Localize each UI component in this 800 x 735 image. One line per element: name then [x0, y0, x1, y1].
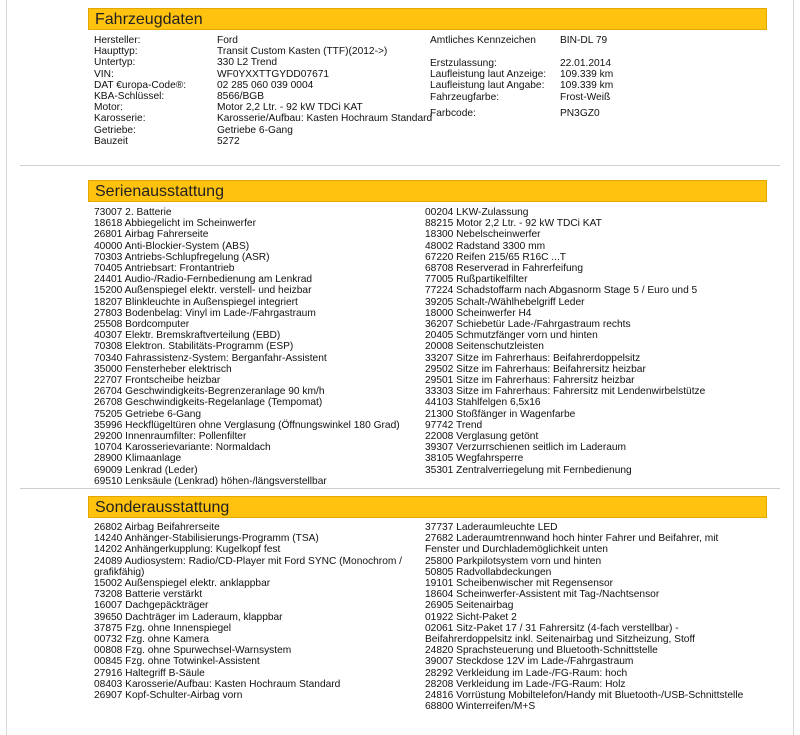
equipment-item: 29200 Innenraumfilter: Pollenfilter [94, 431, 247, 443]
equipment-item: 01922 Sicht-Paket 2 [425, 611, 517, 623]
vehicle-data-right-values [560, 58, 613, 103]
equipment-item: 39007 Steckdose 12V im Lade-/Fahrgastraum [425, 656, 634, 668]
kennzeichen-value: BIN-DL 79 [560, 35, 608, 46]
equipment-item: 28292 Verkleidung im Lade-/FG-Raum: hoch [425, 667, 628, 679]
equipment-item: 18207 Blinkleuchte in Außenspiegel integriert [94, 296, 298, 308]
field-value: 02 285 060 039 0004 [217, 79, 314, 91]
equipment-item: 24820 Sprachsteuerung und Bluetooth-Schnittstelle [425, 645, 658, 657]
equipment-item: 28208 Verkleidung im Lade-/FG-Raum: Holz [425, 678, 626, 690]
equipment-item: 27916 Haltegriff B-Säule [94, 667, 205, 679]
equipment-item: 19101 Scheibenwischer mit Regensensor [425, 578, 614, 590]
equipment-item: 15200 Außenspiegel elektr. verstell- und heizbar [94, 285, 312, 297]
equipment-item: 48002 Radstand 3300 mm [425, 240, 546, 252]
field-value: Ford [217, 35, 238, 46]
field-value: WF0YXXTTGYDD07671 [217, 68, 330, 80]
standard-equipment-left [94, 207, 419, 487]
equipment-item: 24089 Audiosystem: Radio/CD-Player mit Ford SYNC (Monochrom / grafikfähig) [94, 555, 403, 578]
field-value: Frost-Weiß [560, 91, 611, 103]
farbcode-value: PN3GZ0 [560, 108, 600, 119]
equipment-item: 36207 Schiebetür Lade-/Fahrgastraum rechts [425, 319, 631, 331]
equipment-item: 26704 Geschwindigkeits-Begrenzeranlage 90 km/h [94, 386, 325, 398]
equipment-item: 68708 Reserverad in Fahrerfeifung [425, 263, 584, 275]
equipment-item: 22707 Frontscheibe heizbar [94, 375, 221, 387]
equipment-item: 35301 Zentralverriegelung mit Fernbedienung [425, 464, 632, 476]
equipment-item: 27682 Laderaumtrennwand hoch hinter Fahrer und Beifahrer, mit Fenster und Durchlademöglichkeit unten [425, 533, 719, 556]
field-value: 109.339 km [560, 80, 614, 92]
equipment-item: 02061 Sitz-Paket 17 / 31 Fahrersitz (4-fach verstellbar) - Beifahrerdoppelsitz inkl. Seitenairbag und Sitzheizung, Stoff [425, 622, 695, 646]
equipment-item: 40307 Elektr. Bremskraftverteilung (EBD) [94, 330, 281, 342]
equipment-item: 08403 Karosserie/Aufbau: Kasten Hochraum Standard [94, 678, 341, 690]
field-value: Transit Custom Kasten (TTF)(2012->) [217, 46, 388, 58]
divider [20, 165, 780, 166]
field-label: Motor: [94, 102, 123, 114]
equipment-item: 67220 Reifen 215/65 R16C ...T [425, 251, 567, 263]
equipment-item: 25508 Bordcomputer [94, 319, 190, 331]
equipment-item: 14202 Anhängerkupplung: Kugelkopf fest [94, 544, 281, 556]
equipment-item: 44103 Stahlfelgen 6,5x16 [425, 397, 541, 409]
vehicle-data-values [217, 35, 432, 147]
equipment-item: 25800 Parkpilotsystem vorn und hinten [425, 555, 602, 567]
equipment-item: 26905 Seitenairbag [425, 600, 514, 612]
equipment-item: 70303 Antriebs-Schlupfregelung (ASR) [94, 251, 270, 263]
field-label: Hersteller: [94, 35, 141, 46]
equipment-item: 35996 Heckflügeltüren ohne Verglasung (Öffnungswinkel 180 Grad) [94, 419, 400, 431]
equipment-item: 00732 Fzg. ohne Kamera [94, 634, 209, 646]
equipment-item: 73007 2. Batterie [94, 207, 172, 218]
equipment-item: 18300 Nebelscheinwerfer [425, 229, 541, 241]
equipment-item: 69009 Lenkrad (Leder) [94, 464, 198, 476]
field-label: Untertyp: [94, 57, 136, 69]
equipment-item: 00845 Fzg. ohne Totwinkel-Assistent [94, 656, 260, 668]
field-label: Karosserie: [94, 113, 146, 125]
standard-equipment-right [425, 207, 765, 476]
field-value: Karosserie/Aufbau: Kasten Hochraum Standard [217, 113, 433, 125]
equipment-item: 33207 Sitze im Fahrerhaus: Beifahrerdoppelsitz [425, 352, 641, 364]
section-title: Sonderausstattung [95, 499, 230, 516]
field-value: Getriebe 6-Gang [217, 124, 293, 136]
equipment-item: 97742 Trend [425, 419, 483, 431]
equipment-item: 37875 Fzg. ohne Innenspiegel [94, 622, 232, 634]
field-label: Erstzulassung: [430, 58, 497, 69]
equipment-item: 28900 Klimaanlage [94, 453, 182, 465]
field-label: Haupttyp: [94, 46, 138, 58]
equipment-item: 75205 Getriebe 6-Gang [94, 408, 202, 420]
section-header-fahrzeugdaten [88, 8, 767, 30]
field-label: Laufleistung laut Angabe: [430, 80, 545, 92]
equipment-item: 18604 Scheinwerfer-Assistent mit Tag-/Nachtsensor [425, 589, 660, 601]
equipment-item: 50805 Radvollabdeckungen [425, 566, 552, 578]
equipment-item: 16007 Dachgepäckträger [94, 600, 209, 612]
field-value: Motor 2,2 Ltr. - 92 kW TDCi KAT [217, 102, 363, 114]
equipment-item: 77005 Rußpartikelfilter [425, 274, 528, 286]
farbcode-label: Farbcode: [430, 108, 476, 119]
field-label: KBA-Schlüssel: [94, 91, 165, 103]
equipment-item: 20008 Seitenschutzleisten [425, 341, 544, 353]
vehicle-data-labels [94, 35, 186, 147]
field-label: DAT €uropa-Code®: [94, 79, 187, 91]
equipment-item: 10704 Karosserievariante: Normaldach [94, 442, 271, 454]
equipment-item: 24401 Audio-/Radio-Fernbedienung am Lenkrad [94, 274, 313, 286]
equipment-item: 70340 Fahrassistenz-System: Berganfahr-Assistent [94, 352, 327, 364]
field-value: 5272 [217, 135, 240, 147]
equipment-item: 26907 Kopf-Schulter-Airbag vorn [94, 690, 243, 702]
field-label: VIN: [94, 68, 114, 80]
equipment-item: 70308 Elektron. Stabilitäts-Programm (ESP) [94, 341, 294, 353]
equipment-item: 18618 Abbiegelicht im Scheinwerfer [94, 218, 256, 230]
kennzeichen-label: Amtliches Kennzeichen [430, 35, 536, 46]
equipment-item: 39307 Verzurrschienen seitlich im Laderaum [425, 442, 627, 454]
field-label: Bauzeit [94, 135, 128, 147]
equipment-item: 39650 Dachträger im Laderaum, klappbar [94, 611, 283, 623]
equipment-item: 38105 Wegfahrsperre [425, 453, 524, 465]
equipment-item: 70405 Antriebsart: Frontantrieb [94, 263, 235, 275]
section-header-sonderausstattung [88, 496, 767, 518]
equipment-item: 20405 Schmutzfänger vorn und hinten [425, 330, 598, 342]
section-header-serienausstattung [88, 180, 767, 202]
section-title: Fahrzeugdaten [95, 11, 203, 28]
equipment-item: 21300 Stoßfänger in Wagenfarbe [425, 408, 576, 420]
equipment-item: 18000 Scheinwerfer H4 [425, 307, 532, 319]
section-title: Serienausstattung [95, 183, 224, 200]
equipment-item: 37737 Laderaumleuchte LED [425, 522, 558, 533]
equipment-item: 40000 Anti-Blockier-System (ABS) [94, 240, 250, 252]
equipment-item: 73208 Batterie verstärkt [94, 589, 203, 601]
equipment-item: 29502 Sitze im Fahrerhaus: Beifahrersitz heizbar [425, 363, 646, 375]
equipment-item: 22008 Verglasung getönt [425, 431, 539, 443]
equipment-item: 15002 Außenspiegel elektr. anklappbar [94, 578, 271, 590]
optional-equipment-left [94, 522, 412, 701]
equipment-item: 29501 Sitze im Fahrerhaus: Fahrersitz heizbar [425, 375, 635, 387]
equipment-item: 88215 Motor 2,2 Ltr. - 92 kW TDCi KAT [425, 218, 602, 230]
equipment-item: 00204 LKW-Zulassung [425, 207, 529, 218]
equipment-item: 14240 Anhänger-Stabilisierungs-Programm (TSA) [94, 533, 319, 545]
equipment-item: 26801 Airbag Fahrerseite [94, 229, 209, 241]
equipment-item: 39205 Schalt-/Wählhebelgriff Leder [425, 296, 585, 308]
field-value: 330 L2 Trend [217, 57, 278, 69]
field-label: Fahrzeugfarbe: [430, 91, 500, 103]
equipment-item: 77224 Schadstoffarm nach Abgasnorm Stage 5 / Euro und 5 [425, 285, 698, 297]
field-value: 22.01.2014 [560, 58, 611, 69]
field-label: Getriebe: [94, 124, 136, 136]
field-value: 109.339 km [560, 69, 614, 81]
equipment-item: 33303 Sitze im Fahrerhaus: Fahrersitz mit Lendenwirbelstütze [425, 386, 706, 398]
field-value: 8566/BGB [217, 91, 265, 103]
equipment-item: 68800 Winterreifen/M+S [425, 701, 536, 713]
equipment-item: 00808 Fzg. ohne Spurwechsel-Warnsystem [94, 645, 292, 657]
vehicle-data-right-labels [430, 58, 546, 103]
equipment-item: 27803 Bodenbelag: Vinyl im Lade-/Fahrgastraum [94, 307, 316, 319]
divider [20, 488, 780, 489]
equipment-item: 35000 Fensterheber elektrisch [94, 363, 232, 375]
equipment-item: 26802 Airbag Beifahrerseite [94, 522, 220, 533]
field-label: Laufleistung laut Anzeige: [430, 69, 547, 81]
equipment-item: 24816 Vorrüstung Mobiltelefon/Handy mit Bluetooth-/USB-Schnittstelle [425, 690, 744, 702]
optional-equipment-right [425, 522, 747, 712]
equipment-item: 69510 Lenksäule (Lenkrad) höhen-/längsverstellbar [94, 475, 327, 487]
equipment-item: 26708 Geschwindigkeits-Regelanlage (Tempomat) [94, 397, 323, 409]
